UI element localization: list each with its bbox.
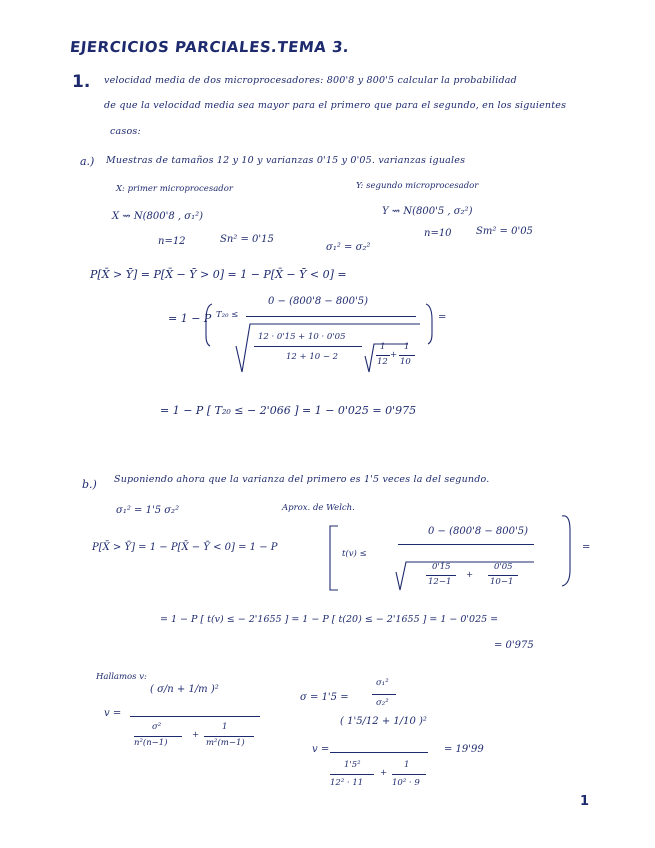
part-a-t20: T₂₀ ≤ <box>216 310 239 320</box>
problem-statement-line-2: de que la velocidad media sea mayor para el primero que para el segundo, en los siguientes <box>104 100 567 111</box>
v2-result: = 19'99 <box>444 744 484 755</box>
part-a-equation-1: P[X̄ > Ȳ] = P[X̄ − Ȳ > 0] = 1 − P[X̄ − Ȳ < 0] = <box>90 268 347 281</box>
sigma-num: σ₁² <box>376 678 389 688</box>
welch-approximation: Aprox. de Welch. <box>282 503 355 513</box>
v-den-a-den: n²(n−1) <box>134 738 168 748</box>
sigma-den: σ₂² <box>376 698 389 708</box>
v-den-a-num: σ² <box>152 722 162 732</box>
calc-v-label: Hallamos v: <box>96 672 147 682</box>
y-sample-variance: Sm² = 0'05 <box>476 226 533 237</box>
variance-relation: σ₁² = 1'5 σ₂² <box>116 505 180 516</box>
part-a-equation-3: = 1 − P [ T₂₀ ≤ − 2'066 ] = 1 − 0'025 = 0'975 <box>160 404 417 417</box>
v-den-b-num: 1 <box>222 722 228 732</box>
part-a-inner-numerator: 12 · 0'15 + 10 · 0'05 <box>258 332 346 342</box>
part-b-f2-num: 0'05 <box>494 562 513 572</box>
problem-number: 1. <box>72 72 91 92</box>
frac-a-num: 1 <box>380 342 386 352</box>
equal-variances: σ₁² = σ₂² <box>326 242 371 253</box>
part-a-numerator: 0 − (800'8 − 800'5) <box>268 296 369 307</box>
v2-den-b-den: 10² · 9 <box>392 778 420 788</box>
part-a-eq2-suffix: = <box>438 312 447 323</box>
v2-den-a-num: 1'5² <box>344 760 361 770</box>
y-distribution: Y ⇝ N(800'5 , σ₂²) <box>382 206 473 217</box>
problem-statement-line-3: casos: <box>110 126 141 137</box>
v2-den-a-den: 12² · 11 <box>330 778 364 788</box>
part-b-eq1-suffix: = <box>582 542 591 553</box>
v-numerator: ( σ/n + 1/m )² <box>150 684 219 695</box>
x-sample-size: n=12 <box>158 236 186 247</box>
part-b-f1-den: 12−1 <box>428 577 452 587</box>
v2-den-b-num: 1 <box>404 760 410 770</box>
part-b-equation-1: P[X̄ > Ȳ] = 1 − P[X̄ − Ȳ < 0] = 1 − P <box>92 542 278 553</box>
part-a-label: a.) <box>80 155 95 168</box>
v2-equals: v = <box>312 744 330 755</box>
x-sample-variance: Sn² = 0'15 <box>220 234 274 245</box>
part-b-f2-den: 10−1 <box>490 577 514 587</box>
v2-numerator: ( 1'5/12 + 1/10 )² <box>340 716 427 727</box>
v-equals: v = <box>104 708 122 719</box>
x-distribution: X ⇝ N(800'8 , σ₁²) <box>112 211 203 222</box>
y-sample-size: n=10 <box>424 228 452 239</box>
part-b-f1-num: 0'15 <box>432 562 451 572</box>
part-b-t: t(v) ≤ <box>342 549 367 559</box>
part-b-label: b.) <box>82 478 97 491</box>
problem-statement-line-1: velocidad media de dos microprocesadores: 800'8 y 800'5 calcular la probabilidad <box>104 75 517 86</box>
part-b-result: = 0'975 <box>494 640 534 651</box>
page-title: EJERCICIOS PARCIALES.TEMA 3. <box>69 38 351 56</box>
frac-a-den: 12 <box>377 357 388 367</box>
frac-b-den: 10 <box>400 357 411 367</box>
x-definition: X: primer microprocesador <box>116 184 233 194</box>
frac-b-num: 1 <box>404 342 410 352</box>
part-a-statement: Muestras de tamaños 12 y 10 y varianzas 0'15 y 0'05. varianzas iguales <box>106 155 466 166</box>
part-a-inner-denominator: 12 + 10 − 2 <box>286 352 339 362</box>
part-b-statement: Suponiendo ahora que la varianza del primero es 1'5 veces la del segundo. <box>114 474 490 485</box>
y-definition: Y: segundo microprocesador <box>356 181 479 191</box>
part-b-equation-2: = 1 − P [ t(v) ≤ − 2'1655 ] = 1 − P [ t(20) ≤ − 2'1655 ] = 1 − 0'025 = <box>160 614 499 625</box>
sigma-equation: σ = 1'5 = <box>300 692 349 703</box>
part-b-numerator: 0 − (800'8 − 800'5) <box>428 526 529 537</box>
page-number: 1 <box>580 794 590 809</box>
part-a-eq2-prefix: = 1 − P <box>168 312 212 325</box>
v-den-b-den: m²(m−1) <box>206 738 245 748</box>
